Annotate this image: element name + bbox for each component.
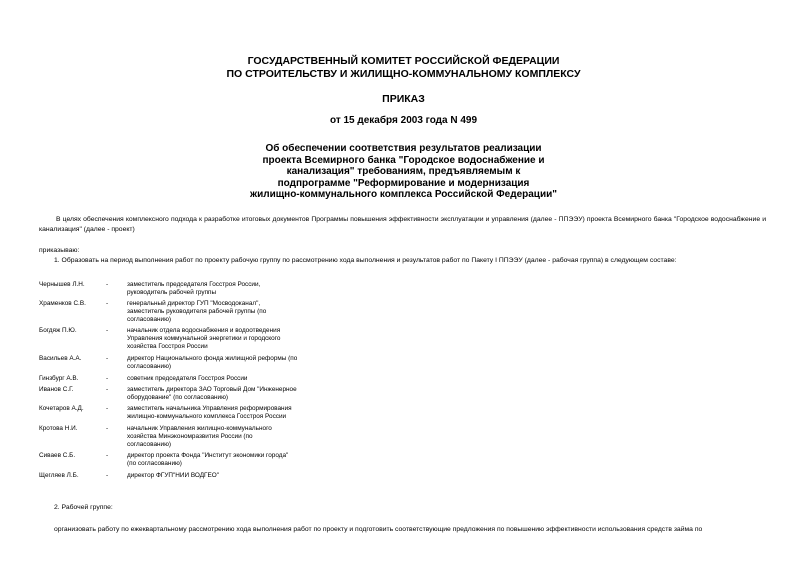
- member-dash: -: [106, 300, 109, 307]
- member-dash: -: [106, 355, 109, 362]
- intro-paragraph: В целях обеспечения комплексного подхода к разработке итоговых документов Программы повышения эффективности эксплуатации и управления (далее - ППЭЭУ) проекта Всемирного банка "Городское водоснабжение и канализация" (далее - проект): [39, 216, 766, 233]
- member-dash: -: [106, 405, 109, 412]
- role-line: руководитель рабочей группы: [127, 289, 217, 297]
- member-dash: -: [106, 425, 109, 432]
- role-line: жилищно-коммунального комплекса Госстроя России: [127, 413, 287, 421]
- role-line: хозяйства Госстроя России: [127, 343, 208, 351]
- member-name: Кротова Н.И.: [39, 425, 78, 432]
- member-role: [127, 281, 317, 297]
- order-word: приказываю:: [39, 247, 80, 254]
- member-role: [127, 300, 317, 325]
- role-line: заместитель председателя Госстроя России,: [127, 281, 261, 288]
- role-line: согласованию): [127, 316, 172, 324]
- role-line: советник председателя Госстроя России: [127, 375, 248, 382]
- member-name: Храменков С.В.: [39, 300, 86, 307]
- member-dash: -: [106, 281, 109, 288]
- member-role: [127, 472, 317, 480]
- member-role: [127, 327, 317, 352]
- member-dash: -: [106, 375, 109, 382]
- member-name: Сиваев С.Б.: [39, 452, 76, 459]
- subject-line: жилищно-коммунального комплекса Российской Федерации": [249, 189, 557, 200]
- member-role: [127, 355, 317, 371]
- item-1-paragraph: 1. Образовать на период выполнения работ по проекту рабочую группу по рассмотрению хода выполнения и результатов работ по Пакету I ППЭЭУ (далее - рабочая группа) в следующем составе:: [54, 257, 677, 264]
- member-role: [127, 375, 317, 383]
- member-name: Кочетаров А.Д.: [39, 405, 84, 412]
- member-name: Чернышев Л.Н.: [39, 281, 85, 288]
- member-role: [127, 425, 317, 450]
- role-line: генеральный директор ГУП "Мосводоканал",: [127, 300, 261, 307]
- member-dash: -: [106, 452, 109, 459]
- role-line: директор проекта Фонда "Институт экономики города": [127, 452, 289, 459]
- role-line: начальник отдела водоснабжения и водоотведения: [127, 327, 281, 334]
- document-subject: [0, 143, 807, 201]
- subject-line: проекта Всемирного банка "Городское водоснабжение и: [262, 154, 545, 166]
- role-line: согласованию): [127, 363, 172, 371]
- role-line: заместитель руководителя рабочей группы (по: [127, 308, 267, 316]
- role-line: директор Национального фонда жилищной реформы (по: [127, 355, 298, 362]
- member-name: Васильев А.А.: [39, 355, 82, 362]
- subject-line: Об обеспечении соответствия результатов реализации: [265, 143, 542, 154]
- role-line: Управления коммунальной энергетики и городского: [127, 335, 281, 343]
- member-name: Щегляев Л.Б.: [39, 472, 79, 479]
- role-line: (по согласованию): [127, 460, 182, 468]
- member-name: Гинзбург А.В.: [39, 375, 79, 382]
- member-role: [127, 386, 317, 402]
- member-name: Богдяж П.Ю.: [39, 327, 77, 334]
- member-dash: -: [106, 472, 109, 479]
- role-line: заместитель директора ЗАО Торговый Дом "Инженерное: [127, 386, 297, 393]
- role-line: директор ФГУП"НИИ ВОДГЕО": [127, 472, 220, 479]
- member-dash: -: [106, 386, 109, 393]
- role-line: оборудование" (по согласованию): [127, 394, 229, 402]
- document-type: ПРИКАЗ: [382, 93, 425, 105]
- member-role: [127, 405, 317, 421]
- org-line-2: ПО СТРОИТЕЛЬСТВУ И ЖИЛИЩНО-КОММУНАЛЬНОМУ КОМПЛЕКСУ: [226, 68, 581, 80]
- role-line: начальник Управления жилищно-коммунального: [127, 425, 272, 432]
- item-2-heading: 2. Рабочей группе:: [54, 504, 113, 511]
- org-line-1: ГОСУДАРСТВЕННЫЙ КОМИТЕТ РОССИЙСКОЙ ФЕДЕРАЦИИ: [247, 55, 560, 67]
- subject-line: канализация" требованиям, предъявляемым к: [286, 166, 521, 177]
- role-line: хозяйства Минэкономразвития России (по: [127, 433, 253, 441]
- document-date: от 15 декабря 2003 года N 499: [329, 115, 478, 126]
- issuing-organization: [0, 55, 807, 81]
- member-dash: -: [106, 327, 109, 334]
- role-line: согласованию): [127, 441, 172, 449]
- subject-line: подпрограмме "Реформирование и модернизация: [277, 177, 530, 189]
- member-role: [127, 452, 317, 468]
- member-name: Иванов С.Г.: [39, 386, 74, 393]
- role-line: заместитель начальника Управления реформирования: [127, 405, 292, 412]
- item-2-paragraph: организовать работу по ежеквартальному рассмотрению хода выполнения работ по проекту и подготовить соответствующие предложения по повышению эффективности использования средств займа по: [54, 526, 703, 533]
